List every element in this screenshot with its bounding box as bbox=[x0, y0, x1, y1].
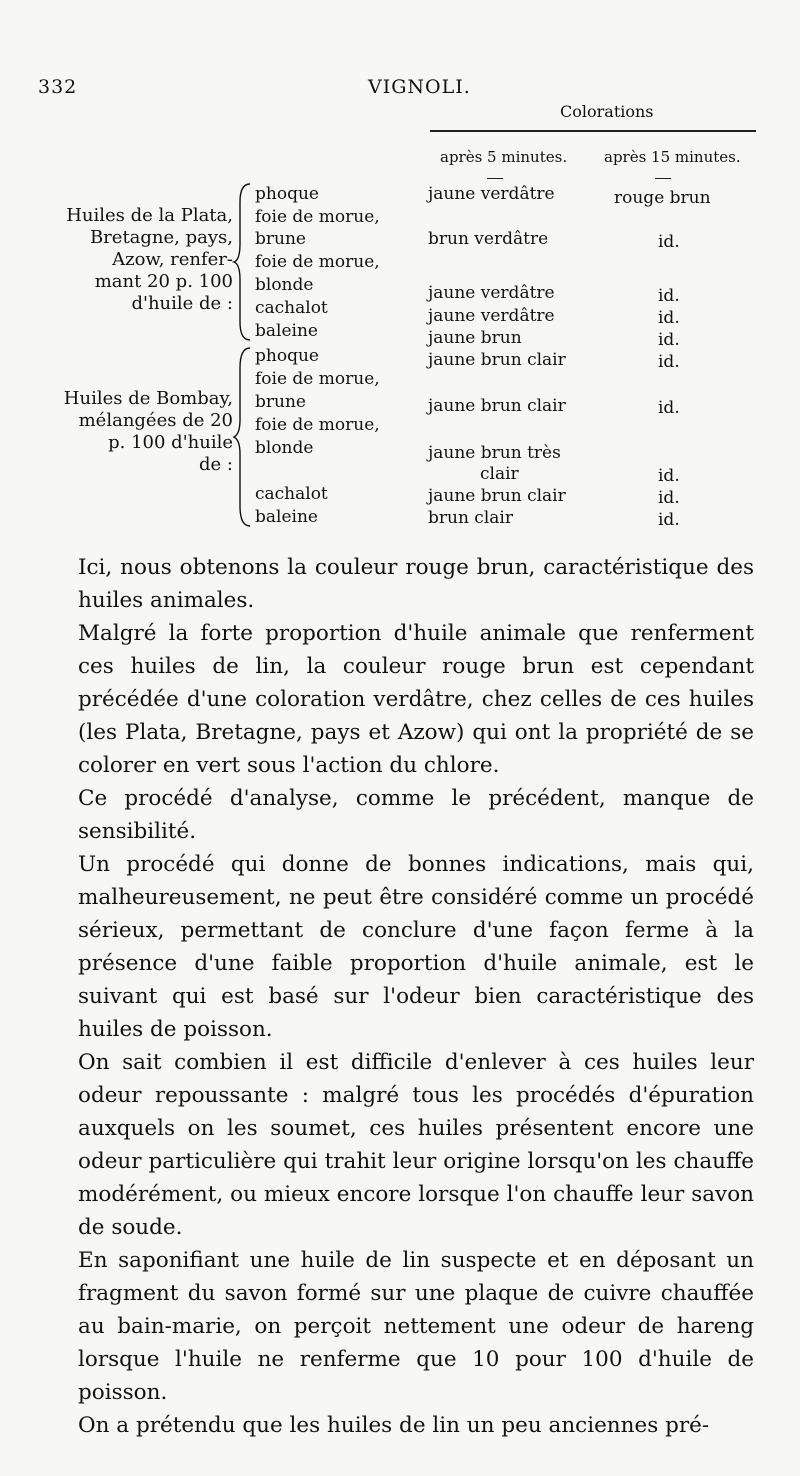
color-5min: jaune verdâtre bbox=[428, 283, 555, 303]
color-15min: id. bbox=[658, 286, 680, 306]
oil-name: blonde bbox=[255, 275, 314, 295]
paragraph: Ce procédé d'analyse, comme le précédent, manque de sensibilité. bbox=[78, 786, 754, 844]
color-5min: jaune brun clair bbox=[428, 396, 566, 416]
oil-name: phoque bbox=[255, 346, 319, 366]
color-15min: id. bbox=[658, 510, 680, 530]
oil-name: cachalot bbox=[255, 484, 328, 504]
oil-name: baleine bbox=[255, 507, 318, 527]
paragraph: Un procédé qui donne de bonnes indications, mais qui, malheureusement, ne peut être considéré comme un procédé sérieux, permettant de conclure d'une façon ferme à la présence d'une faible proportion d'huile animale, est le suivant qui est basé sur l'odeur bien caractéristique des huiles de poisson. bbox=[78, 852, 754, 1042]
color-15min: rouge brun bbox=[614, 188, 711, 208]
group-label-plata: Huiles de la Plata, Bretagne, pays, Azow, renfer- mant 20 p. 100 d'huile de : bbox=[66, 205, 233, 314]
brace-group-plata bbox=[232, 182, 254, 342]
oil-name: foie de morue, bbox=[255, 415, 380, 435]
table-title-rule bbox=[430, 130, 756, 132]
color-5min: jaune brun très bbox=[428, 443, 561, 463]
color-5min: jaune brun clair bbox=[428, 486, 566, 506]
color-5min: clair bbox=[480, 464, 519, 484]
color-15min: id. bbox=[658, 232, 680, 252]
page-number: 332 bbox=[38, 76, 78, 98]
column-header-5min: après 5 minutes. bbox=[440, 148, 568, 166]
paragraph: Malgré la forte proportion d'huile animale que renferment ces huiles de lin, la couleur rouge brun est cependant précédée d'une coloration verdâtre, chez celles de ces huiles (les Plata, Bretagne, pays et Azow) qui ont la propriété de se colorer en vert sous l'action du chlore. bbox=[78, 621, 754, 778]
column-rule-5min bbox=[487, 178, 503, 179]
oil-name: foie de morue, bbox=[255, 369, 380, 389]
oil-name: cachalot bbox=[255, 298, 328, 318]
color-5min: jaune verdâtre bbox=[428, 184, 555, 204]
color-15min: id. bbox=[658, 308, 680, 328]
oil-name: baleine bbox=[255, 321, 318, 341]
column-header-15min: après 15 minutes. bbox=[604, 148, 741, 166]
oil-name: foie de morue, bbox=[255, 207, 380, 227]
oil-name: brune bbox=[255, 392, 306, 412]
oil-name: brune bbox=[255, 229, 306, 249]
color-15min: id. bbox=[658, 352, 680, 372]
color-15min: id. bbox=[658, 398, 680, 418]
brace-group-bombay bbox=[232, 346, 254, 528]
paragraph: On sait combien il est difficile d'enlever à ces huiles leur odeur repoussante : malgré tous les procédés d'épuration auxquels on les soumet, ces huiles présentent encore une odeur particulière qui trahit leur origine lorsqu'on les chauffe modérément, ou mieux encore lorsque l'on chauffe leur savon de soude. bbox=[78, 1050, 754, 1240]
running-head: VIGNOLI. bbox=[368, 76, 471, 98]
color-5min: jaune brun clair bbox=[428, 350, 566, 370]
color-15min: id. bbox=[658, 488, 680, 508]
group-label-bombay: Huiles de Bombay, mélangées de 20 p. 100 d'huile de : bbox=[63, 388, 233, 475]
paragraph: En saponifiant une huile de lin suspecte et en déposant un fragment du savon formé sur une plaque de cuivre chauffée au bain-marie, on perçoit nettement une odeur de hareng lorsque l'huile ne renferme que 10 pour 100 d'huile de poisson. bbox=[78, 1248, 754, 1405]
table-title: Colorations bbox=[560, 102, 654, 121]
column-rule-15min bbox=[655, 178, 671, 179]
paragraph: Ici, nous obtenons la couleur rouge brun, caractéristique des huiles animales. bbox=[78, 555, 754, 613]
color-5min: jaune brun bbox=[428, 328, 522, 348]
color-5min: brun clair bbox=[428, 508, 513, 528]
color-15min: id. bbox=[658, 466, 680, 486]
oil-name: blonde bbox=[255, 438, 314, 458]
oil-name: foie de morue, bbox=[255, 252, 380, 272]
paragraph: On a prétendu que les huiles de lin un peu anciennes pré- bbox=[78, 1413, 710, 1438]
color-5min: brun verdâtre bbox=[428, 229, 549, 249]
oil-name: phoque bbox=[255, 184, 319, 204]
body-text bbox=[48, 551, 754, 1442]
color-5min: jaune verdâtre bbox=[428, 306, 555, 326]
color-15min: id. bbox=[658, 330, 680, 350]
